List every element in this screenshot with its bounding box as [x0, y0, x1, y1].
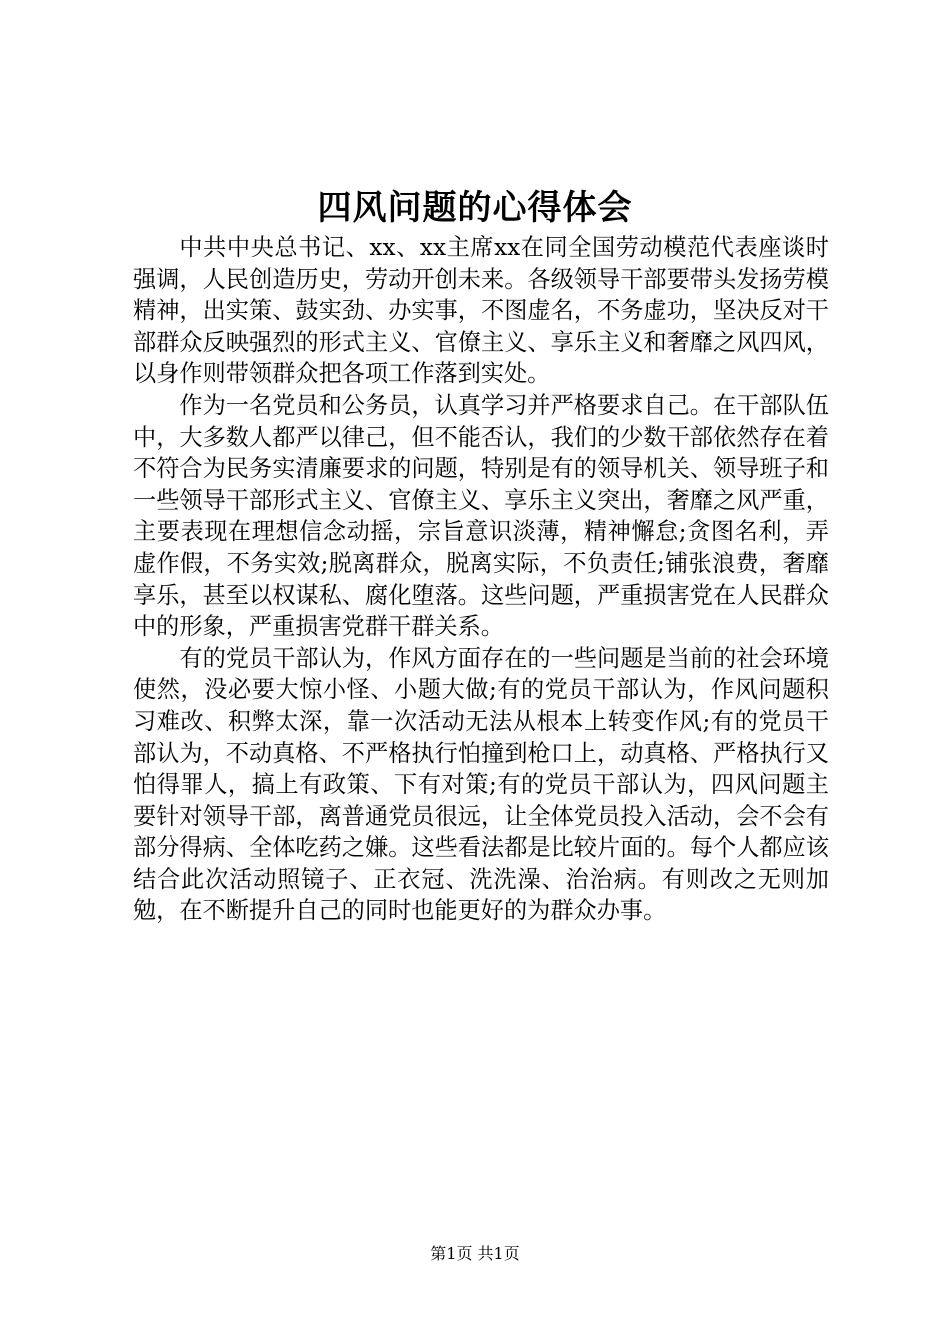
paragraph-3: 有的党员干部认为，作风方面存在的一些问题是当前的社会环境使然，没必要大惊小怪、小题大做;有的党员干部认为，作风问题积习难改、积弊太深，靠一次活动无法从根本上转变作风;有的党员干部认为，不动真格、不严格执行怕撞到枪口上，动真格、严格执行又怕得罪人，搞上有政策、下有对策;有的党员干部认为，四风问题主要针对领导干部，离普通党员很远，让全体党员投入活动，会不会有部分得病、全体吃药之嫌。这些看法都是比较片面的。每个人都应该结合此次活动照镜子、正衣冠、洗洗澡、治治病。有则改之无则加勉，在不断提升自己的同时也能更好的为群众办事。: [133, 644, 829, 925]
document-title: 四风问题的心得体会: [317, 188, 633, 228]
page-number-footer: 第1页 共1页: [430, 1244, 520, 1263]
paragraph-2: 作为一名党员和公务员，认真学习并严格要求自己。在干部队伍中，大多数人都严以律己，但不能否认，我们的少数干部依然存在着不符合为民务实清廉要求的问题，特别是有的领导机关、领导班子和一些领导干部形式主义、官僚主义、享乐主义突出，奢靡之风严重，主要表现在理想信念动摇，宗旨意识淡薄，精神懈怠;贪图名利，弄虚作假，不务实效;脱离群众，脱离实际，不负责任;铺张浪费，奢靡享乐，甚至以权谋私、腐化堕落。这些问题，严重损害党在人民群众中的形象，严重损害党群干群关系。: [133, 391, 829, 641]
paragraph-1: 中共中央总书记、xx、xx主席xx在同全国劳动模范代表座谈时强调，人民创造历史，劳动开创未来。各级领导干部要带头发扬劳模精神，出实策、鼓实劲、办实事，不图虚名，不务虚功，坚决反对干部群众反映强烈的形式主义、官僚主义、享乐主义和奢靡之风四风，以身作则带领群众把各项工作落到实处。: [133, 234, 829, 388]
document-body: [133, 232, 829, 927]
